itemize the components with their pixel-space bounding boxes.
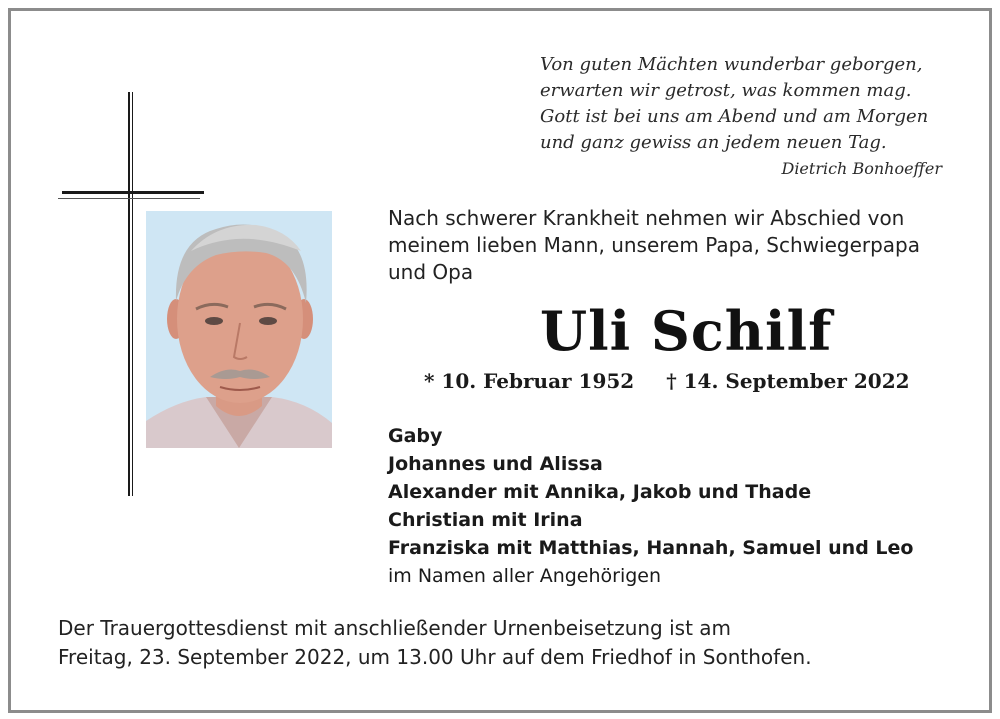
quote-line: erwarten wir getrost, was kommen mag. xyxy=(540,80,912,101)
quote-author: Dietrich Bonhoeffer xyxy=(781,159,942,178)
family-member: Alexander mit Annika, Jakob und Thade xyxy=(388,481,812,503)
cross-horizontal-bar xyxy=(62,191,204,194)
service-announcement xyxy=(58,614,812,672)
family-list xyxy=(388,422,913,590)
birth-date: * 10. Februar 1952 xyxy=(424,369,635,393)
cross-vertical-bar xyxy=(128,92,130,496)
intro-line: Nach schwerer Krankheit nehmen wir Abschied von xyxy=(388,206,905,230)
quote-line: und ganz gewiss an jedem neuen Tag. xyxy=(540,132,887,153)
cross-horizontal-bar-thin xyxy=(58,198,200,199)
life-dates xyxy=(424,369,910,393)
intro-line: und Opa xyxy=(388,260,474,284)
bonhoeffer-quote xyxy=(540,52,950,182)
service-line: Der Trauergottesdienst mit anschließender Urnenbeisetzung ist am xyxy=(58,616,732,640)
intro-line: meinem lieben Mann, unserem Papa, Schwiegerpapa xyxy=(388,233,920,257)
death-date: † 14. September 2022 xyxy=(666,369,910,393)
family-member: Gaby xyxy=(388,425,443,447)
deceased-name: Uli Schilf xyxy=(540,299,833,363)
cross-vertical-bar-thin xyxy=(132,92,133,496)
quote-line: Von guten Mächten wunderbar geborgen, xyxy=(540,54,923,75)
portrait-photo xyxy=(146,211,332,448)
family-member: Franziska mit Matthias, Hannah, Samuel und Leo xyxy=(388,537,914,559)
intro-text xyxy=(388,205,958,286)
family-closing: im Namen aller Angehörigen xyxy=(388,565,662,587)
family-member: Christian mit Irina xyxy=(388,509,583,531)
family-member: Johannes und Alissa xyxy=(388,453,603,475)
service-line: Freitag, 23. September 2022, um 13.00 Uhr auf dem Friedhof in Sonthofen. xyxy=(58,645,812,669)
quote-line: Gott ist bei uns am Abend und am Morgen xyxy=(540,106,929,127)
